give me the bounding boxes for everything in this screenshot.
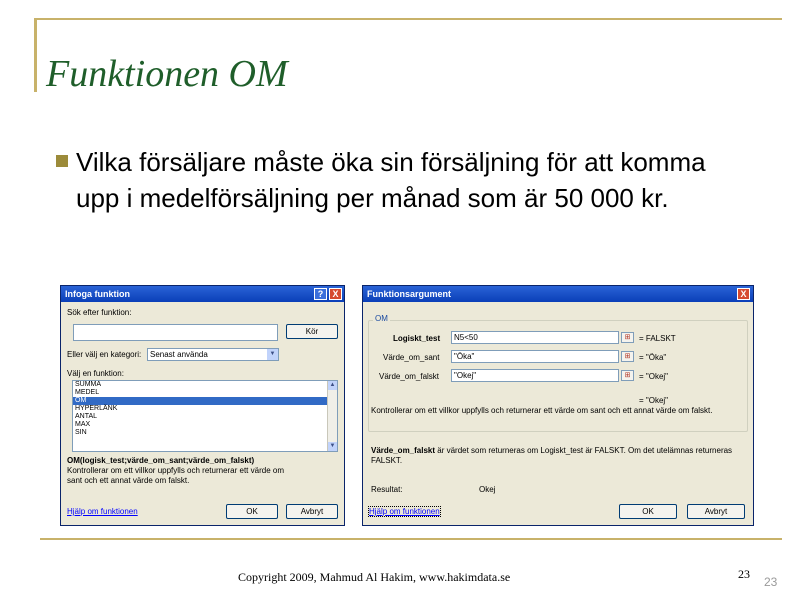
go-button[interactable]: Kör (286, 324, 338, 339)
result-label: Resultat: (371, 485, 403, 494)
arg-label-logiskt-test: Logiskt_test (393, 334, 441, 343)
page-number: 23 (738, 567, 750, 581)
arg-input-varde-om-sant[interactable]: "Öka" (451, 350, 619, 363)
bullet-text: Vilka försäljare måste öka sin försäljning för att komma upp i medelförsäljning per månad som är 50 000 kr. (76, 147, 706, 213)
function-arguments-titlebar (363, 286, 753, 302)
insert-function-dialog (60, 285, 345, 526)
function-description: Kontrollerar om ett villkor uppfylls och returnerar ett värde om sant och ett annat värde om falskt. (67, 466, 284, 485)
function-description: Kontrollerar om ett villkor uppfylls och returnerar ett värde om sant och ett annat värde om falskt. (371, 406, 713, 415)
scroll-up-icon[interactable]: ▲ (329, 382, 336, 388)
arg-result-varde-om-falskt: = "Okej" (639, 372, 669, 381)
page-number-ghost: 23 (764, 575, 778, 589)
arg-input-logiskt-test[interactable]: N5<50 (451, 331, 619, 344)
ok-button[interactable]: OK (226, 504, 278, 519)
list-item[interactable]: MEDEL (75, 389, 100, 396)
list-item[interactable]: SIN (75, 429, 87, 436)
group-label: OM (375, 314, 388, 323)
argument-description (371, 446, 743, 466)
search-label: Sök efter funktion: (67, 308, 132, 317)
scrollbar[interactable] (327, 381, 337, 451)
dialog-title: Infoga funktion (65, 289, 130, 299)
chevron-down-icon[interactable]: ▼ (267, 349, 278, 360)
decorative-vertical-rule (34, 18, 37, 92)
category-label: Eller välj en kategori: (67, 350, 142, 359)
cancel-button[interactable]: Avbryt (286, 504, 338, 519)
argument-text: är värdet som returneras om Logiskt_test är FALSKT. Om det utelämnas returneras FALSKT. (371, 446, 733, 465)
slide-title: Funktionen OM (46, 53, 288, 95)
bullet-square-icon (56, 155, 68, 167)
category-value: Senast använda (150, 350, 208, 359)
overall-result: = "Okej" (639, 396, 669, 405)
help-link[interactable]: Hjälp om funktionen (67, 507, 138, 516)
result-value: Okej (479, 485, 496, 494)
list-item[interactable]: HYPERLÄNK (75, 405, 118, 412)
arg-label-varde-om-sant: Värde_om_sant (383, 353, 440, 362)
close-icon[interactable]: X (329, 288, 342, 300)
insert-function-titlebar (61, 286, 344, 302)
ok-button[interactable]: OK (619, 504, 677, 519)
search-input[interactable] (73, 324, 278, 341)
dialog-title: Funktionsargument (367, 289, 452, 299)
argument-name: Värde_om_falskt (371, 446, 436, 455)
footer-copyright: Copyright 2009, Mahmud Al Hakim, www.hakimdata.se (238, 570, 511, 584)
help-icon[interactable]: ? (314, 288, 327, 300)
scroll-down-icon[interactable]: ▼ (329, 443, 336, 449)
list-item-selected[interactable]: OM (73, 397, 337, 405)
arg-result-varde-om-sant: = "Öka" (639, 353, 667, 362)
arg-result-logiskt-test: = FALSKT (639, 334, 676, 343)
collapse-dialog-icon[interactable]: ⊞ (621, 370, 634, 381)
collapse-dialog-icon[interactable]: ⊞ (621, 332, 634, 343)
decorative-bottom-rule (40, 538, 782, 540)
list-item[interactable]: SUMMA (75, 381, 102, 388)
list-item[interactable]: ANTAL (75, 413, 98, 420)
cancel-button[interactable]: Avbryt (687, 504, 745, 519)
close-icon[interactable]: X (737, 288, 750, 300)
category-select[interactable] (147, 348, 279, 361)
list-item[interactable]: MAX (75, 421, 91, 428)
function-signature: OM(logisk_test;värde_om_sant;värde_om_falskt) (67, 456, 255, 465)
collapse-dialog-icon[interactable]: ⊞ (621, 351, 634, 362)
function-list-label: Välj en funktion: (67, 369, 124, 378)
help-link[interactable]: Hjälp om funktionen (369, 507, 440, 516)
decorative-top-rule (34, 18, 782, 20)
arg-label-varde-om-falskt: Värde_om_falskt (379, 372, 440, 381)
function-list[interactable] (72, 380, 338, 452)
arg-input-varde-om-falskt[interactable]: "Okej" (451, 369, 619, 382)
function-arguments-dialog (362, 285, 754, 526)
